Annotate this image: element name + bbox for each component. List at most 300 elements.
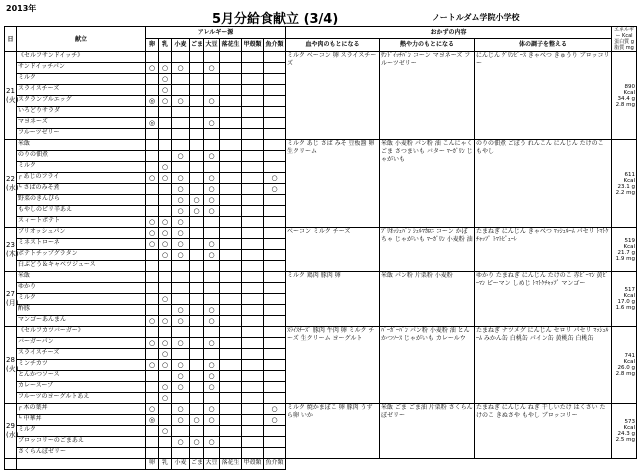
allergy-mark: ○ xyxy=(159,173,172,184)
allergy-mark: ○ xyxy=(172,63,190,74)
yellow-group-ingredients: ﾌﾞﾘｵｯｼｭﾊﾟﾝ ｼｪﾙﾏｶﾛﾆ コーン かぼちゃ じゃがいも ﾏｰｶﾞﾘﾝ 小麦粉 油 xyxy=(380,228,475,272)
allergy-mark: ○ xyxy=(172,250,190,261)
yellow-group-ingredients: 米飯 ごま ごま油 片栗粉 さくらんぼゼリー xyxy=(380,404,475,459)
allergy-mark xyxy=(220,129,242,140)
allergy-mark xyxy=(204,426,220,437)
allergen-footer: 小麦 xyxy=(172,459,190,470)
day-number: 29 xyxy=(6,422,15,430)
allergy-mark xyxy=(204,294,220,305)
energy-header-line: 脂質 mg xyxy=(614,45,634,51)
allergy-mark: ○ xyxy=(172,206,190,217)
allergy-mark xyxy=(264,283,286,294)
allergy-mark xyxy=(264,250,286,261)
footer-spacer xyxy=(475,459,612,470)
allergy-mark xyxy=(190,283,204,294)
allergy-mark xyxy=(190,173,204,184)
allergy-mark xyxy=(204,85,220,96)
protein-g: 34.4 g xyxy=(617,95,636,102)
allergy-mark xyxy=(242,371,264,382)
allergy-mark xyxy=(242,327,264,338)
day-cell xyxy=(5,404,17,459)
allergy-mark: ○ xyxy=(146,316,159,327)
menu-item-name: さくらんぼゼリー xyxy=(17,448,146,459)
allergy-mark xyxy=(159,118,172,129)
page-title: 5月分給食献立 (3/4) xyxy=(212,12,339,27)
allergy-mark xyxy=(172,74,190,85)
energy-cell xyxy=(612,272,637,327)
allergy-mark xyxy=(242,382,264,393)
allergy-mark xyxy=(159,272,172,283)
menu-row xyxy=(5,404,637,415)
protein-g: 24.3 g xyxy=(617,431,636,437)
allergy-mark: ○ xyxy=(172,96,190,107)
menu-item-name: スクランブルエッグ xyxy=(17,96,146,107)
allergy-mark xyxy=(190,63,204,74)
allergy-mark: ○ xyxy=(204,360,220,371)
allergy-mark xyxy=(264,261,286,272)
allergy-mark xyxy=(264,448,286,459)
menu-item-name: ┌ あじのフライ xyxy=(17,173,146,184)
green-group-header: 体の調子を整える xyxy=(475,38,612,51)
allergy-mark: ○ xyxy=(172,239,190,250)
allergy-mark xyxy=(242,140,264,151)
allergy-mark xyxy=(190,371,204,382)
allergy-mark xyxy=(264,371,286,382)
allergy-mark xyxy=(242,272,264,283)
allergy-mark xyxy=(204,129,220,140)
allergy-mark xyxy=(190,294,204,305)
allergy-mark: ○ xyxy=(204,250,220,261)
allergy-mark xyxy=(242,404,264,415)
day-cell xyxy=(5,228,17,272)
allergy-mark xyxy=(220,272,242,283)
menu-item-name: ミンチカツ xyxy=(17,360,146,371)
allergy-mark xyxy=(159,52,172,63)
day-number: 27 xyxy=(6,290,15,298)
allergy-mark xyxy=(242,173,264,184)
allergy-mark xyxy=(204,107,220,118)
allergy-mark: ○ xyxy=(172,382,190,393)
allergen-header: 甲殻類 xyxy=(242,38,264,51)
allergen-header: 大豆 xyxy=(204,38,220,51)
allergy-mark xyxy=(172,140,190,151)
allergy-mark xyxy=(220,393,242,404)
green-group-ingredients: のりの佃煮 ごぼう れんこん にんじん たけのこ もやし xyxy=(475,140,612,228)
allergy-mark xyxy=(242,261,264,272)
allergy-mark xyxy=(242,294,264,305)
allergy-mark xyxy=(190,118,204,129)
allergy-mark xyxy=(264,96,286,107)
allergy-mark xyxy=(204,162,220,173)
allergy-mark: ○ xyxy=(146,63,159,74)
allergy-mark xyxy=(220,184,242,195)
allergy-mark xyxy=(146,371,159,382)
allergy-mark xyxy=(264,316,286,327)
menu-row xyxy=(5,327,637,338)
allergy-mark xyxy=(146,85,159,96)
allergy-mark xyxy=(204,283,220,294)
allergy-mark xyxy=(242,151,264,162)
energy-cell xyxy=(612,140,637,228)
allergy-mark xyxy=(146,272,159,283)
allergy-mark xyxy=(242,316,264,327)
allergy-mark xyxy=(190,184,204,195)
allergy-mark xyxy=(172,349,190,360)
allergy-mark: ○ xyxy=(172,338,190,349)
allergy-mark: ○ xyxy=(172,360,190,371)
allergy-mark xyxy=(264,129,286,140)
allergy-mark: ○ xyxy=(159,426,172,437)
allergy-mark xyxy=(172,261,190,272)
allergy-mark: ○ xyxy=(204,382,220,393)
allergy-mark xyxy=(264,272,286,283)
allergy-mark xyxy=(242,239,264,250)
menu-item-name: ミルク xyxy=(17,294,146,305)
allergy-mark xyxy=(204,52,220,63)
allergy-mark xyxy=(190,261,204,272)
allergy-mark xyxy=(242,228,264,239)
menu-item-name: ミルク xyxy=(17,74,146,85)
allergy-mark xyxy=(146,448,159,459)
allergy-mark xyxy=(220,382,242,393)
allergy-mark xyxy=(220,96,242,107)
day-cell xyxy=(5,272,17,327)
allergy-mark: ○ xyxy=(146,239,159,250)
allergy-mark xyxy=(264,393,286,404)
allergy-mark xyxy=(220,63,242,74)
allergy-mark xyxy=(220,371,242,382)
allergy-mark xyxy=(146,305,159,316)
allergy-mark: ◎ xyxy=(146,118,159,129)
allergy-mark xyxy=(242,118,264,129)
allergy-mark xyxy=(146,327,159,338)
allergy-mark: ○ xyxy=(159,338,172,349)
allergy-mark: ○ xyxy=(204,415,220,426)
allergy-mark xyxy=(159,371,172,382)
red-group-ingredients: ｽﾗｲｽﾁｰｽﾞ 豚肉 牛肉 卵 ミルク チーズ 生クリーム ヨーグルト xyxy=(286,327,380,404)
allergy-mark: ○ xyxy=(159,382,172,393)
allergy-mark xyxy=(159,305,172,316)
menu-body xyxy=(5,52,637,459)
allergy-mark xyxy=(220,448,242,459)
menu-item-name: カレースープ xyxy=(17,382,146,393)
allergy-mark xyxy=(220,74,242,85)
allergy-mark xyxy=(190,129,204,140)
allergy-mark: ○ xyxy=(204,239,220,250)
allergy-mark xyxy=(242,129,264,140)
allergy-mark xyxy=(146,261,159,272)
allergy-mark xyxy=(190,316,204,327)
allergy-mark: ○ xyxy=(204,118,220,129)
allergy-mark xyxy=(220,206,242,217)
allergy-mark xyxy=(159,437,172,448)
menu-item-name: ミルク xyxy=(17,162,146,173)
allergy-mark: ○ xyxy=(172,173,190,184)
allergy-mark xyxy=(264,206,286,217)
fat-mg: 1.6 mg xyxy=(615,305,636,311)
allergy-mark: ○ xyxy=(146,338,159,349)
allergy-mark xyxy=(146,206,159,217)
day-cell xyxy=(5,140,17,228)
energy-kcal: 611 Kcal xyxy=(623,171,636,184)
allergy-mark xyxy=(242,448,264,459)
weekday: (月) xyxy=(6,299,19,307)
footer-spacer xyxy=(17,459,146,470)
yellow-group-header: 熱や力のもとになる xyxy=(380,38,475,51)
allergy-mark xyxy=(172,448,190,459)
allergy-mark xyxy=(172,283,190,294)
allergy-mark: ○ xyxy=(204,316,220,327)
allergy-mark xyxy=(264,63,286,74)
allergy-mark: ○ xyxy=(159,393,172,404)
allergy-mark xyxy=(172,426,190,437)
green-group-ingredients: ゆかり たまねぎ にんじん たけのこ 赤ﾋﾟｰﾏﾝ 黄ﾋﾟｰﾏﾝ ピーマン しめじ ﾄﾏﾄｹﾁｬｯﾌﾟ マンゴー xyxy=(475,272,612,327)
energy-cell xyxy=(612,404,637,459)
menu-item-name: フルーツのヨーグルトあえ xyxy=(17,393,146,404)
allergy-mark xyxy=(264,327,286,338)
weekday: (水) xyxy=(6,431,19,439)
allergy-mark xyxy=(242,184,264,195)
allergy-mark xyxy=(242,85,264,96)
allergy-mark xyxy=(264,239,286,250)
menu-item-name: スィートポテト xyxy=(17,217,146,228)
allergy-mark xyxy=(220,338,242,349)
allergy-mark xyxy=(204,393,220,404)
allergy-mark xyxy=(204,228,220,239)
energy-cell xyxy=(612,52,637,140)
fat-mg: 2.8 mg xyxy=(615,101,636,108)
menu-item-name: スライスチーズ xyxy=(17,85,146,96)
allergy-mark xyxy=(220,426,242,437)
allergy-mark: ○ xyxy=(172,404,190,415)
allergy-mark xyxy=(172,118,190,129)
allergy-mark xyxy=(264,382,286,393)
allergy-mark: ○ xyxy=(146,404,159,415)
allergy-mark xyxy=(146,294,159,305)
energy-kcal: 517 Kcal xyxy=(623,287,636,299)
menu-row xyxy=(5,52,637,63)
energy-kcal: 573 Kcal xyxy=(623,419,636,431)
weekday: (火) xyxy=(6,365,19,373)
allergy-mark: ○ xyxy=(146,228,159,239)
menu-item-name: 白ぶどう＆キャベツジュース xyxy=(17,261,146,272)
energy-kcal: 890 Kcal xyxy=(623,83,636,96)
green-group-ingredients: たまねぎ にんじん ねぎ 干しいたけ はくさい たけのこ きぬさや もやし ブロッコリー xyxy=(475,404,612,459)
allergy-mark: ○ xyxy=(264,184,286,195)
menu-item-name: バーガーパン xyxy=(17,338,146,349)
menu-item-name: とんかつソース xyxy=(17,371,146,382)
allergy-mark xyxy=(146,426,159,437)
allergy-mark xyxy=(204,349,220,360)
allergy-mark xyxy=(264,74,286,85)
allergy-mark xyxy=(159,151,172,162)
yellow-group-ingredients: ﾊﾞｰｶﾞｰﾊﾟﾝ パン粉 小麦粉 油 とんかつｿｰｽ じゃがいも カレールウ xyxy=(380,327,475,404)
allergy-mark xyxy=(190,85,204,96)
weekday: (火) xyxy=(6,95,19,104)
allergy-mark xyxy=(264,85,286,96)
menu-item-name: ブロッコリーのごまあえ xyxy=(17,437,146,448)
menu-item-name: ミルク xyxy=(17,426,146,437)
protein-g: 17.0 g xyxy=(617,299,636,305)
day-cell xyxy=(5,327,17,404)
menu-item-name: マヨネーズ xyxy=(17,118,146,129)
allergy-mark xyxy=(190,96,204,107)
allergy-mark xyxy=(146,129,159,140)
allergy-mark: ○ xyxy=(172,316,190,327)
allergy-mark xyxy=(146,74,159,85)
menu-item-name: ゆかり xyxy=(17,283,146,294)
allergy-mark xyxy=(220,305,242,316)
menu-item-name: 《セルフサンドイッチ》 xyxy=(17,52,146,63)
allergy-mark xyxy=(220,151,242,162)
allergy-mark xyxy=(220,173,242,184)
allergy-mark: ○ xyxy=(204,437,220,448)
allergy-mark xyxy=(204,140,220,151)
allergy-mark xyxy=(264,338,286,349)
allergy-mark xyxy=(146,393,159,404)
allergy-mark: ○ xyxy=(172,151,190,162)
footer-spacer xyxy=(380,459,475,470)
allergy-mark: ○ xyxy=(204,173,220,184)
allergy-mark xyxy=(159,327,172,338)
day-number: 28 xyxy=(6,356,15,364)
allergy-mark xyxy=(242,349,264,360)
allergy-mark: ○ xyxy=(159,250,172,261)
allergy-mark xyxy=(264,228,286,239)
ingredients-group-header: おかずの内容 xyxy=(286,27,612,39)
allergy-mark xyxy=(220,217,242,228)
allergy-mark xyxy=(242,426,264,437)
menu-row xyxy=(5,140,637,151)
allergy-mark: ○ xyxy=(204,151,220,162)
allergen-header: 卵 xyxy=(146,38,159,51)
protein-g: 26.0 g xyxy=(617,365,636,371)
footer-spacer xyxy=(286,459,380,470)
day-cell xyxy=(5,52,17,140)
day-number: 22 xyxy=(6,174,15,183)
allergy-mark xyxy=(190,349,204,360)
allergy-mark xyxy=(146,52,159,63)
energy-cell xyxy=(612,228,637,272)
menu-item-name: ブリオッシュパン xyxy=(17,228,146,239)
allergy-mark xyxy=(264,437,286,448)
allergy-mark xyxy=(220,107,242,118)
allergy-mark xyxy=(190,327,204,338)
energy-cell xyxy=(612,327,637,404)
allergen-header: 落花生 xyxy=(220,38,242,51)
weekday: (水) xyxy=(6,183,19,192)
allergy-mark: ○ xyxy=(204,206,220,217)
allergen-footer: 魚介類 xyxy=(264,459,286,470)
red-group-header: 血や肉のもとになる xyxy=(286,38,380,51)
protein-g: 23.1 g xyxy=(617,183,636,190)
allergy-mark xyxy=(172,272,190,283)
allergy-mark xyxy=(220,261,242,272)
allergy-mark: ○ xyxy=(190,437,204,448)
energy-header-line: 蛋白質 g xyxy=(614,39,634,45)
allergy-mark: ○ xyxy=(172,415,190,426)
allergy-mark xyxy=(264,151,286,162)
menu-item-name: 野菜のきんぴら xyxy=(17,195,146,206)
allergy-mark xyxy=(190,217,204,228)
allergy-mark xyxy=(172,393,190,404)
allergy-mark xyxy=(264,360,286,371)
allergy-mark xyxy=(190,250,204,261)
allergy-mark xyxy=(172,107,190,118)
allergy-mark xyxy=(204,74,220,85)
weekday: (木) xyxy=(6,249,19,258)
protein-g: 21.7 g xyxy=(617,249,636,256)
footer-spacer xyxy=(612,459,637,470)
allergy-mark: ○ xyxy=(159,74,172,85)
allergy-mark xyxy=(242,360,264,371)
allergy-mark: ○ xyxy=(159,349,172,360)
allergy-mark: ○ xyxy=(159,96,172,107)
allergy-mark xyxy=(204,448,220,459)
allergen-footer: ごま xyxy=(190,459,204,470)
allergy-mark xyxy=(159,415,172,426)
allergy-mark xyxy=(146,349,159,360)
allergy-mark xyxy=(220,162,242,173)
menu-item-name: 《セルフカツバーガー》 xyxy=(17,327,146,338)
allergy-mark xyxy=(146,283,159,294)
energy-header xyxy=(612,27,637,52)
day-number: 23 xyxy=(6,240,15,249)
allergy-mark xyxy=(204,327,220,338)
green-group-ingredients: たまねぎ ナツメグ にんじん セロリ パセリ ﾏｯｼｭﾙｰﾑ みかん缶 白桃缶 パイン缶 黄桃缶 白桃缶 xyxy=(475,327,612,404)
menu-row xyxy=(5,272,637,283)
allergen-header: 小麦 xyxy=(172,38,190,51)
allergy-mark: ○ xyxy=(159,239,172,250)
allergy-mark: ○ xyxy=(172,371,190,382)
menu-item-name: もやしのピリ辛あえ xyxy=(17,206,146,217)
allergy-mark xyxy=(146,382,159,393)
allergy-mark xyxy=(220,52,242,63)
allergy-mark: ○ xyxy=(204,63,220,74)
allergy-mark: ○ xyxy=(159,217,172,228)
menu-row xyxy=(5,228,637,239)
energy-kcal: 519 Kcal xyxy=(623,237,636,250)
allergy-mark xyxy=(242,415,264,426)
allergy-mark: ○ xyxy=(159,85,172,96)
allergy-mark xyxy=(220,85,242,96)
menu-item-name: のりの佃煮 xyxy=(17,151,146,162)
fat-mg: 1.9 mg xyxy=(615,255,636,262)
allergy-mark: ○ xyxy=(264,415,286,426)
allergen-header: 乳 xyxy=(159,38,172,51)
allergy-mark xyxy=(242,250,264,261)
allergy-mark xyxy=(190,448,204,459)
allergy-mark xyxy=(159,404,172,415)
allergy-mark xyxy=(172,85,190,96)
allergy-mark: ○ xyxy=(146,217,159,228)
menu-item-name: ミネストローネ xyxy=(17,239,146,250)
red-group-ingredients: ミルク 焼かまぼこ 卵 豚肉 うずら卵 いか xyxy=(286,404,380,459)
menu-item-name: いろどりサラダ xyxy=(17,107,146,118)
allergy-mark xyxy=(220,228,242,239)
footer-spacer xyxy=(5,459,17,470)
allergy-mark xyxy=(190,151,204,162)
allergy-mark: ○ xyxy=(159,294,172,305)
allergy-mark xyxy=(159,448,172,459)
allergy-mark xyxy=(242,195,264,206)
allergy-mark xyxy=(172,327,190,338)
menu-item-name: ┌ 木の葉丼 xyxy=(17,404,146,415)
allergy-mark xyxy=(190,52,204,63)
allergy-mark xyxy=(220,283,242,294)
menu-item-name: スライスチーズ xyxy=(17,349,146,360)
allergy-mark xyxy=(220,239,242,250)
